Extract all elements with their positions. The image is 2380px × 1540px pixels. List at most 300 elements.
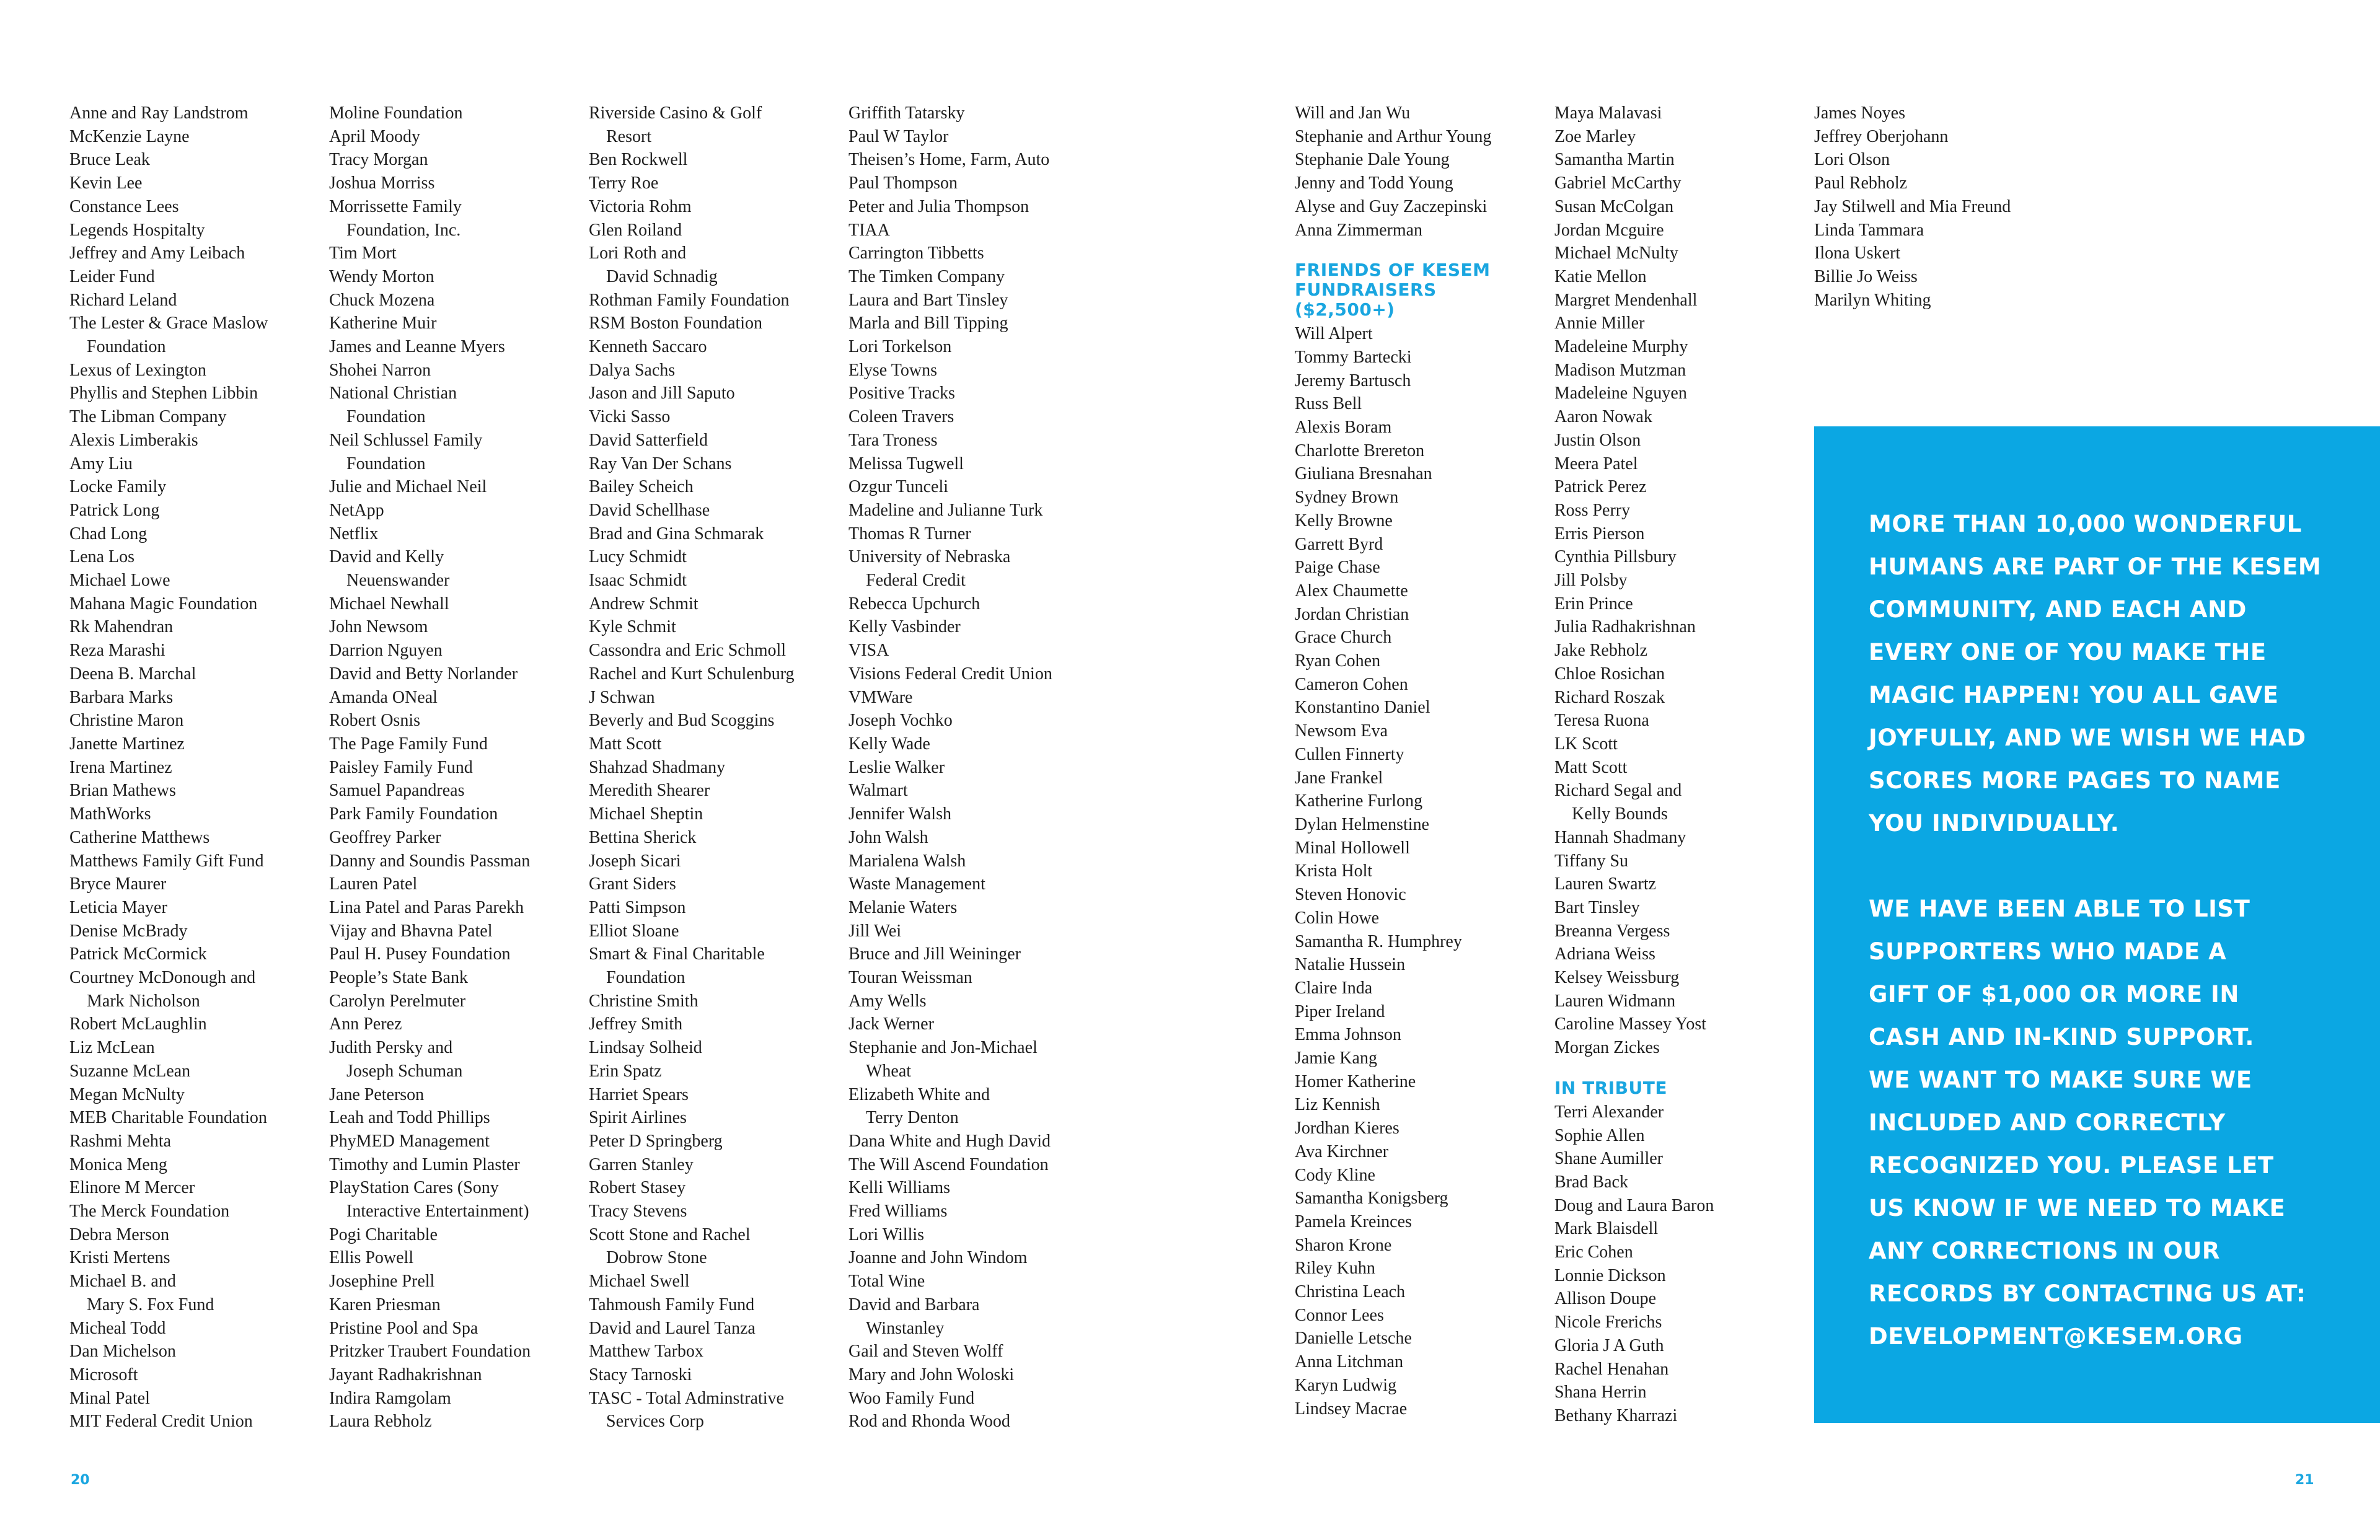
donor-name: Dana White and Hugh David [848,1131,1051,1151]
donor-name: Garren Stanley [589,1155,694,1174]
donor-name: Vijay and Bhavna Patel [329,921,493,941]
donor-name: Monica Meng [69,1155,167,1174]
donor-name: Samantha Konigsberg [1295,1189,1448,1208]
donor-name: Karen Priesman [329,1295,441,1314]
donor-name: Alyse and Guy Zaczepinski [1295,196,1488,216]
text-line: GIFT OF $1,000 OR MORE IN [1869,981,2239,1008]
donor-name: Teresa Ruona [1554,711,1649,731]
donor-name: Marla and Bill Tipping [848,314,1008,333]
donor-name: Beverly and Bud Scoggins [589,711,775,731]
donor-name: Touran Weissman [848,968,972,988]
donor-name: Melissa Tugwell [848,454,964,473]
donor-name-continuation: Wheat [866,1061,912,1081]
donor-name: University of Nebraska [848,547,1011,567]
donor-name: Amy Liu [69,454,133,473]
donor-name: Natalie Hussein [1295,955,1406,975]
donor-name: Morgan Zickes [1554,1038,1660,1058]
donor-name: Sophie Allen [1554,1125,1645,1145]
donor-name: Jay Stilwell and Mia Freund [1814,196,2011,216]
donor-name: Ellis Powell [329,1248,414,1268]
donor-name: Adriana Weiss [1554,944,1655,964]
donor-name: Jason and Jill Saputo [589,384,735,403]
donor-name: Michael Sheptin [589,804,703,824]
donor-name: Legends Hospitalty [69,220,205,240]
donor-name: Margret Mendenhall [1554,290,1698,310]
thank-you-callout-box [1814,426,2380,1423]
donor-name: Richard Leland [69,290,177,310]
text-line: FUNDRAISERS [1295,279,1437,301]
donor-name-continuation: Interactive Entertainment) [346,1202,529,1221]
donor-name: Paul H. Pusey Foundation [329,944,511,964]
text-line: MORE THAN 10,000 WONDERFUL [1869,511,2302,537]
donor-name: Chad Long [69,524,148,543]
donor-name: Micheal Todd [69,1318,166,1338]
donor-name: Matthew Tarbox [589,1342,703,1362]
donor-name: Linda Tammara [1814,220,1924,240]
donor-name: Irena Martinez [69,757,172,777]
donor-name: Brad and Gina Schmarak [589,524,764,543]
donor-name: Annie Miller [1554,314,1645,333]
donor-name: TASC - Total Adminstrative [589,1388,784,1408]
text-line: HUMANS ARE PART OF THE KESEM [1869,553,2322,580]
donor-name: Geoffrey Parker [329,827,441,847]
text-line: EVERY ONE OF YOU MAKE THE [1869,639,2267,666]
donor-name: Lucy Schmidt [589,547,687,567]
donor-name: Rothman Family Foundation [589,290,790,310]
donor-name: Shana Herrin [1554,1383,1647,1402]
donor-name: Billie Jo Weiss [1814,266,1918,286]
donor-name: Richard Segal and [1554,781,1682,801]
donor-name: Terri Alexander [1554,1102,1664,1122]
donor-name: Tracy Morgan [329,150,428,170]
donor-name: John Newsom [329,617,428,637]
donor-name: Michael Lowe [69,571,170,591]
donor-name: Darrion Nguyen [329,641,443,661]
donor-name: David and Laurel Tanza [589,1318,756,1338]
donor-name: Lauren Patel [329,874,418,894]
donor-name: MIT Federal Credit Union [69,1412,253,1432]
text-line: YOU INDIVIDUALLY. [1869,810,2120,837]
donor-name: Marilyn Whiting [1814,290,1931,310]
donor-name: Grace Church [1295,628,1392,648]
donor-name: Paige Chase [1295,558,1380,578]
donor-name: Christine Smith [589,991,699,1011]
donor-name: Kelli Williams [848,1178,951,1198]
donor-name: Jane Frankel [1295,768,1383,788]
text-line: CASH AND IN-KIND SUPPORT. [1869,1024,2254,1050]
donor-name: David and Kelly [329,547,444,567]
donor-name: Park Family Foundation [329,804,498,824]
donor-name: The Lester & Grace Maslow [69,314,268,333]
donor-name: Tim Mort [329,244,397,263]
text-line: RECOGNIZED YOU. PLEASE LET [1869,1152,2274,1179]
donor-name: David and Barbara [848,1295,980,1314]
donor-name: Patrick Perez [1554,477,1647,497]
donor-name: Bruce Leak [69,150,150,170]
donor-name: Amy Wells [848,991,927,1011]
donor-name: Lori Olson [1814,150,1890,170]
text-line: INCLUDED AND CORRECTLY [1869,1109,2226,1136]
donor-name: James and Leanne Myers [329,337,505,357]
donor-name: Stephanie and Jon-Michael [848,1038,1038,1058]
donor-name: Pristine Pool and Spa [329,1318,478,1338]
donor-name: Theisen’s Home, Farm, Auto [848,150,1050,170]
donor-name: Lori Torkelson [848,337,952,357]
donor-name: Russ Bell [1295,394,1362,414]
donor-name-continuation: Foundation [346,454,426,473]
donor-name: Laura Rebholz [329,1412,432,1432]
donor-name-continuation: Kelly Bounds [1572,804,1668,824]
donor-name: Julie and Michael Neil [329,477,487,497]
donor-name: Wendy Morton [329,266,434,286]
donor-name: Will and Jan Wu [1295,103,1411,123]
donor-column-6 [1554,102,1802,1428]
donor-name: Ava Kirchner [1295,1142,1389,1161]
callout-paragraph-thanks [1869,503,2324,845]
donor-name: Patrick McCormick [69,944,207,964]
donor-name: Rachel Henahan [1554,1359,1669,1379]
donor-name: Homer Katherine [1295,1071,1416,1091]
page-number-right: 21 [2295,1472,2314,1488]
donor-name: Netflix [329,524,379,543]
donor-name: Smart & Final Charitable [589,944,765,964]
donor-name: Allison Doupe [1554,1289,1657,1309]
donor-name: Madeline and Julianne Turk [848,500,1043,520]
donor-name: Kristi Mertens [69,1248,170,1268]
donor-name: Alexis Boram [1295,418,1392,438]
donor-name: TIAA [848,220,890,240]
donor-name: James Noyes [1814,103,1905,123]
donor-name: Ann Perez [329,1014,402,1034]
donor-column-5 [1295,102,1543,1420]
donor-name: Scott Stone and Rachel [589,1225,751,1244]
text-line: MAGIC HAPPEN! YOU ALL GAVE [1869,682,2279,708]
donor-name: Alexis Limberakis [69,430,198,450]
text-line: WE WANT TO MAKE SURE WE [1869,1067,2252,1093]
donor-name: Pritzker Traubert Foundation [329,1342,531,1362]
donor-name: The Page Family Fund [329,734,488,754]
donor-name-continuation: Neuenswander [346,571,450,591]
donor-name: Tracy Stevens [589,1202,687,1221]
donor-name: Robert McLaughlin [69,1014,207,1034]
donor-name: Elyse Towns [848,360,937,380]
donor-name: Chloe Rosichan [1554,664,1665,684]
donor-name: Isaac Schmidt [589,571,687,591]
donor-name: Madeleine Murphy [1554,337,1688,357]
donor-name: Kelly Wade [848,734,930,754]
donor-name: Madeleine Nguyen [1554,384,1687,403]
donor-name: David and Betty Norlander [329,664,518,684]
donor-name: Woo Family Fund [848,1388,975,1408]
donor-name: Anne and Ray Landstrom [69,103,249,123]
donor-list [1554,102,1802,1060]
donor-name: Megan McNulty [69,1085,185,1104]
donor-name: Erin Prince [1554,594,1633,614]
text-line: US KNOW IF WE NEED TO MAKE [1869,1195,2286,1221]
donor-name: Nicole Frerichs [1554,1313,1662,1332]
text-line: WE HAVE BEEN ABLE TO LIST [1869,895,2250,922]
donor-name: Meera Patel [1554,454,1638,473]
donor-name: Kenneth Saccaro [589,337,707,357]
donor-name: Leider Fund [69,266,155,286]
donor-name: Katherine Furlong [1295,791,1423,811]
donor-name: Paul Thompson [848,174,958,193]
donor-name: Lexus of Lexington [69,360,206,380]
donor-name-continuation: Foundation [606,968,685,988]
donor-name: MEB Charitable Foundation [69,1108,267,1128]
donor-name: Robert Stasey [589,1178,686,1198]
donor-name: Samantha R. Humphrey [1295,931,1462,951]
donor-name: Caroline Massey Yost [1554,1014,1707,1034]
donor-name: Matt Scott [1554,757,1628,777]
donor-name: Leslie Walker [848,757,945,777]
donor-name: Elizabeth White and [848,1085,990,1104]
donor-name: Liz McLean [69,1038,155,1058]
donor-name-continuation: Foundation [87,337,166,357]
donor-name: Dylan Helmenstine [1295,814,1429,834]
fundraiser-list [1295,322,1543,1420]
donor-name: Moline Foundation [329,103,463,123]
donor-name: Sharon Krone [1295,1235,1392,1255]
page-number-left: 20 [71,1472,90,1488]
donor-name: Peter and Julia Thompson [848,196,1029,216]
donor-name: Jake Rebholz [1554,641,1648,661]
donor-name: Victoria Rohm [589,196,692,216]
donor-name: Cassondra and Eric Schmoll [589,641,787,661]
donor-name: Positive Tracks [848,384,955,403]
donor-name: Julia Radhakrishnan [1554,617,1696,637]
donor-name: Jill Wei [848,921,902,941]
donor-name: Jeffrey Smith [589,1014,683,1034]
text-line: IN TRIBUTE [1554,1077,1667,1098]
donor-name: Melanie Waters [848,897,958,917]
donor-name: Lauren Widmann [1554,991,1676,1011]
donor-name: Claire Inda [1295,978,1373,998]
donor-name: Shane Aumiller [1554,1149,1663,1169]
donor-name: Maya Malavasi [1554,103,1662,123]
donor-name-continuation: Federal Credit [866,571,966,591]
donor-name: Brian Mathews [69,781,176,801]
donor-name-continuation: Resort [606,126,652,146]
section-heading-in-tribute [1554,1078,1802,1098]
donor-name: Jane Peterson [329,1085,425,1104]
donor-name: Glen Roiland [589,220,682,240]
donor-name: Constance Lees [69,196,179,216]
donor-name: Jeremy Bartusch [1295,371,1411,390]
donor-name-continuation: Mary S. Fox Fund [87,1295,214,1314]
donor-name: Terry Roe [589,174,659,193]
donor-name: Sydney Brown [1295,488,1399,508]
donor-name: MathWorks [69,804,151,824]
donor-name: Minal Hollowell [1295,838,1410,858]
donor-name: Michael McNulty [1554,244,1678,263]
donor-name: Anna Zimmerman [1295,220,1423,240]
donor-name: Jack Werner [848,1014,934,1034]
donor-name: Shahzad Shadmany [589,757,726,777]
donor-name: Lindsey Macrae [1295,1399,1408,1419]
donor-name: Kyle Schmit [589,617,676,637]
donor-name: Kevin Lee [69,174,143,193]
donor-name: The Will Ascend Foundation [848,1155,1049,1174]
donor-name: Barbara Marks [69,687,174,707]
donor-name: Lori Roth and [589,244,687,263]
donor-name: Tahmoush Family Fund [589,1295,755,1314]
donor-name: Erin Spatz [589,1061,662,1081]
donor-name: Cameron Cohen [1295,674,1408,694]
donor-column-2 [329,102,577,1433]
donor-name: Katherine Muir [329,314,437,333]
donor-name: Doug and Laura Baron [1554,1195,1714,1215]
donor-name: Pamela Kreinces [1295,1212,1412,1231]
donor-name: Lina Patel and Paras Parekh [329,897,524,917]
donor-name: Elinore M Mercer [69,1178,195,1198]
donor-name: Jamie Kang [1295,1049,1377,1068]
donor-name: Anna Litchman [1295,1352,1403,1372]
donor-name: Steven Honovic [1295,885,1406,905]
text-line: ANY CORRECTIONS IN OUR [1869,1238,2220,1264]
donor-name: Christina Leach [1295,1282,1406,1302]
donor-name: Catherine Matthews [69,827,210,847]
donor-name: Marialena Walsh [848,851,966,871]
donor-name: PlayStation Cares (Sony [329,1178,499,1198]
donor-name: Leticia Mayer [69,897,167,917]
donor-name: April Moody [329,126,420,146]
donor-name: Danny and Soundis Passman [329,851,531,871]
donor-name-continuation: Foundation, Inc. [346,220,461,240]
donor-name: Matthews Family Gift Fund [69,851,264,871]
donor-name: Judith Persky and [329,1038,453,1058]
donor-name: Mary and John Woloski [848,1365,1015,1384]
donor-name: Neil Schlussel Family [329,430,483,450]
donor-name: Karyn Ludwig [1295,1375,1397,1395]
donor-name: Robert Osnis [329,711,420,731]
donor-name: Eric Cohen [1554,1243,1633,1262]
donor-name: PhyMED Management [329,1131,490,1151]
donor-name: Leah and Todd Phillips [329,1108,490,1128]
donor-name: Stacy Tarnoski [589,1365,692,1384]
donor-name: Rebecca Upchurch [848,594,981,614]
donor-name: Cody Kline [1295,1165,1375,1185]
donor-name: Ozgur Tunceli [848,477,948,497]
donor-name: Christine Maron [69,711,184,731]
donor-name: Ross Perry [1554,500,1631,520]
donor-name: Phyllis and Stephen Libbin [69,384,258,403]
donor-name: Walmart [848,781,908,801]
donor-name: Carolyn Perelmuter [329,991,466,1011]
donor-name: Krista Holt [1295,861,1373,881]
donor-name: Will Alpert [1295,324,1373,344]
donor-name: Laura and Bart Tinsley [848,290,1008,310]
donor-name: Michael Swell [589,1272,690,1291]
text-line: COMMUNITY, AND EACH AND [1869,596,2247,623]
donor-name-continuation: Services Corp [606,1412,704,1432]
donor-name: David Schellhase [589,500,710,520]
donor-name: Bruce and Jill Weininger [848,944,1021,964]
donor-name: Jayant Radhakrishnan [329,1365,482,1384]
donor-name: Paul W Taylor [848,126,949,146]
donor-name: Zoe Marley [1554,126,1636,146]
donor-name: Courtney McDonough and [69,968,256,988]
donor-name-continuation: David Schnadig [606,266,718,286]
donor-name-continuation: Joseph Schuman [346,1061,463,1081]
donor-name: Shohei Narron [329,360,431,380]
donor-name: Erris Pierson [1554,524,1645,543]
donor-name: The Libman Company [69,407,227,427]
donor-name: Minal Patel [69,1388,150,1408]
donor-name: Bailey Scheich [589,477,694,497]
text-line: SCORES MORE PAGES TO NAME [1869,767,2281,794]
donor-name: Ben Rockwell [589,150,688,170]
donor-name: Rod and Rhonda Wood [848,1412,1010,1432]
donor-name: Jeffrey Oberjohann [1814,126,1949,146]
donor-name: Lauren Swartz [1554,874,1657,894]
donor-name: Colin Howe [1295,908,1380,928]
donor-name: Microsoft [69,1365,138,1384]
donor-name: Cynthia Pillsbury [1554,547,1677,567]
donor-name: Dan Michelson [69,1342,176,1362]
text-line: SUPPORTERS WHO MADE A [1869,938,2227,965]
donor-name: Piper Ireland [1295,1001,1385,1021]
donor-name: Katie Mellon [1554,266,1647,286]
donor-name: Joseph Sicari [589,851,681,871]
donor-name: Mark Blaisdell [1554,1219,1659,1239]
callout-paragraph-corrections [1869,887,2324,1358]
donor-name: Brad Back [1554,1172,1628,1192]
donor-name: Breanna Vergess [1554,921,1670,941]
donor-name: Lori Willis [848,1225,925,1244]
donor-name: Harriet Spears [589,1085,689,1104]
donor-name: Visions Federal Credit Union [848,664,1052,684]
donor-list [1295,102,1543,242]
donor-name: Janette Martinez [69,734,185,754]
donor-name: McKenzie Layne [69,126,190,146]
donor-name: Gloria J A Guth [1554,1335,1664,1355]
donor-name: Samantha Martin [1554,150,1675,170]
donor-name: Mahana Magic Foundation [69,594,258,614]
donor-name: People’s State Bank [329,968,468,988]
text-line: FRIENDS OF KESEM [1295,260,1491,281]
donor-name: Jennifer Walsh [848,804,951,824]
donor-name-continuation: Mark Nicholson [87,991,200,1011]
donor-column-1 [69,102,317,1433]
donor-name: Lonnie Dickson [1554,1265,1666,1285]
donor-name: Joanne and John Windom [848,1248,1028,1268]
donor-name: Locke Family [69,477,167,497]
donor-name: The Timken Company [848,266,1005,286]
donor-name: Indira Ramgolam [329,1388,451,1408]
donor-name: Stephanie and Arthur Young [1295,126,1492,146]
donor-name: Justin Olson [1554,430,1641,450]
donor-name: Cullen Finnerty [1295,744,1404,764]
donor-name: Amanda ONeal [329,687,438,707]
donor-name: Joshua Morriss [329,174,435,193]
donor-name: Hannah Shadmany [1554,827,1686,847]
donor-name: VISA [848,641,889,661]
donor-name: Reza Marashi [69,641,165,661]
donor-name: Deena B. Marchal [69,664,196,684]
donor-name: Jordan Christian [1295,604,1409,624]
donor-name: Meredith Shearer [589,781,710,801]
donor-name: Ryan Cohen [1295,651,1381,671]
donor-name: Carrington Tibbetts [848,244,984,263]
donor-name: Jill Polsby [1554,571,1628,591]
donor-name: Newsom Eva [1295,721,1388,741]
donor-name: Bethany Kharrazi [1554,1406,1678,1425]
donor-name: Denise McBrady [69,921,188,941]
donor-name: VMWare [848,687,913,707]
donor-name: Kelly Vasbinder [848,617,961,637]
donor-name: Tara Troness [848,430,938,450]
